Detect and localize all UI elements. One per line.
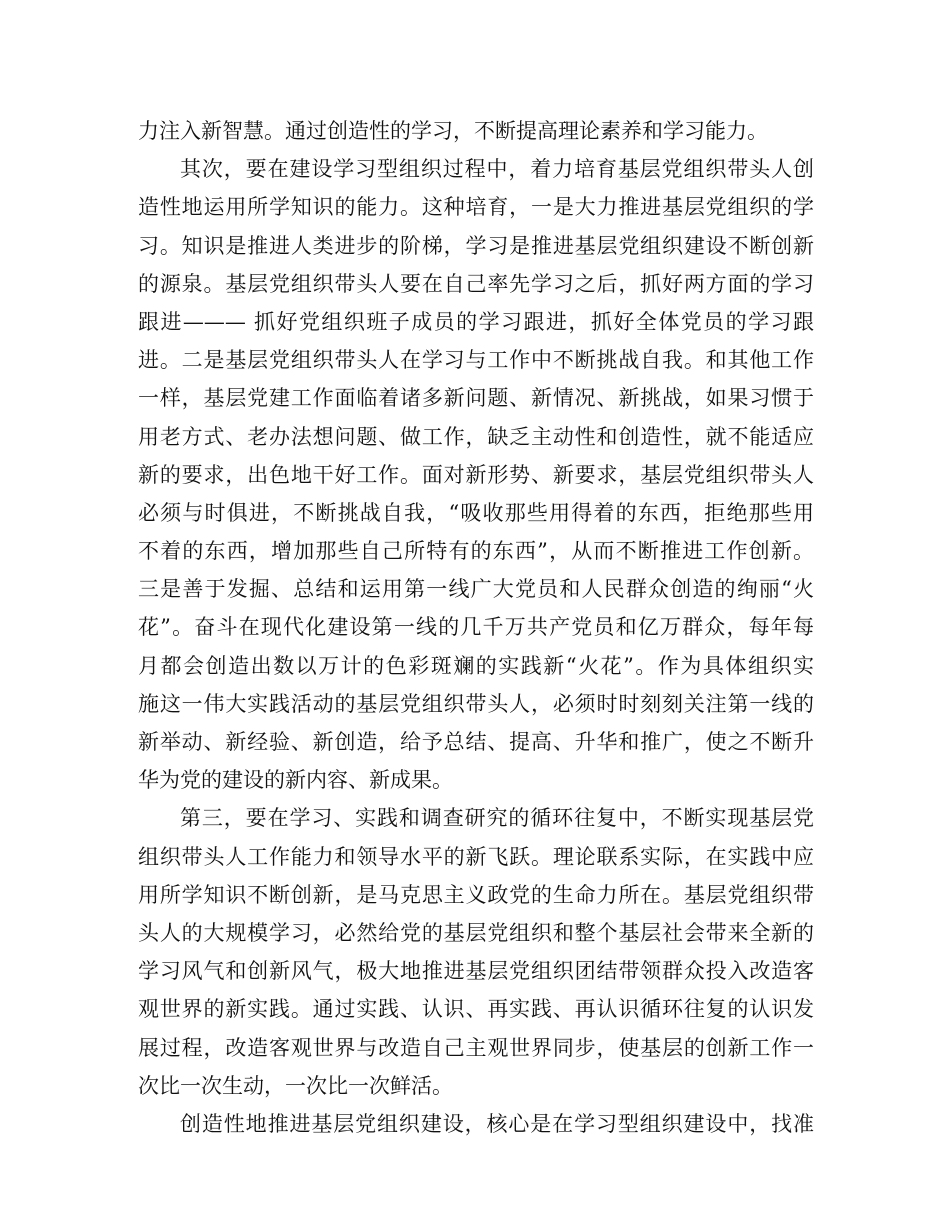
text-line: 新的要求，出色地干好工作。面对新形势、新要求，基层党组织带头人	[138, 462, 814, 487]
text-line: 跟进——— 抓好党组织班子成员的学习跟进，抓好全体党员的学习跟	[138, 309, 814, 334]
text-line: 华为党的建设的新内容、新成果。	[138, 768, 453, 793]
text-line: 用老方式、老办法想问题、做工作，缺乏主动性和创造性，就不能适应	[138, 424, 814, 449]
text-line: 习。知识是推进人类进步的阶梯，学习是推进基层党组织建设不断创新	[138, 233, 814, 258]
text-line: 力注入新智慧。通过创造性的学习，不断提高理论素养和学习能力。	[138, 119, 768, 143]
text-line: 一样，基层党建工作面临着诸多新问题、新情况、新挑战，如果习惯于	[138, 386, 814, 411]
text-line: 的源泉。基层党组织带头人要在自己率先学习之后，抓好两方面的学习	[138, 271, 814, 296]
text-line: 新举动、新经验、新创造，给予总结、提高、升华和推广，使之不断升	[138, 730, 814, 754]
text-line: 学习风气和创新风气，极大地推进基层党组织团结带领群众投入改造客	[138, 959, 814, 984]
text-line: 进。二是基层党组织带头人在学习与工作中不断挑战自我。和其他工作	[138, 348, 814, 373]
paragraph-start-line: 第三，要在学习、实践和调查研究的循环往复中，不断实现基层党	[180, 806, 814, 831]
text-line: 观世界的新实践。通过实践、认识、再实践、再认识循环往复的认识发	[138, 997, 814, 1022]
text-line: 月都会创造出数以万计的色彩斑斓的实践新“火花”。作为具体组织实	[138, 653, 814, 678]
text-line: 必须与时俱进，不断挑战自我，“吸收那些用得着的东西，拒绝那些用	[138, 500, 814, 525]
paragraph-start-line: 创造性地推进基层党组织建设，核心是在学习型组织建设中，找准	[180, 1111, 814, 1136]
text-line: 头人的大规模学习，必然给党的基层党组织和整个基层社会带来全新的	[138, 920, 814, 945]
text-line: 组织带头人工作能力和领导水平的新飞跃。理论联系实际，在实践中应	[138, 844, 814, 869]
text-line: 次比一次生动，一次比一次鲜活。	[138, 1073, 453, 1098]
text-line: 施这一伟大实践活动的基层党组织带头人，必须时时刻刻关注第一线的	[138, 691, 814, 716]
text-line: 用所学知识不断创新，是马克思主义政党的生命力所在。基层党组织带	[138, 882, 814, 907]
text-line: 花”。奋斗在现代化建设第一线的几千万共产党员和亿万群众，每年每	[138, 615, 814, 640]
text-line: 不着的东西，增加那些自己所特有的东西”，从而不断推进工作创新。	[138, 539, 814, 564]
text-line: 展过程，改造客观世界与改造自己主观世界同步，使基层的创新工作一	[138, 1035, 814, 1060]
text-line: 三是善于发掘、总结和运用第一线广大党员和人民群众创造的绚丽“火	[138, 577, 814, 602]
paragraph-start-line: 其次，要在建设学习型组织过程中，着力培育基层党组织带头人创	[180, 157, 814, 182]
text-line: 造性地运用所学知识的能力。这种培育，一是大力推进基层党组织的学	[138, 195, 814, 220]
body-text	[138, 112, 814, 1143]
